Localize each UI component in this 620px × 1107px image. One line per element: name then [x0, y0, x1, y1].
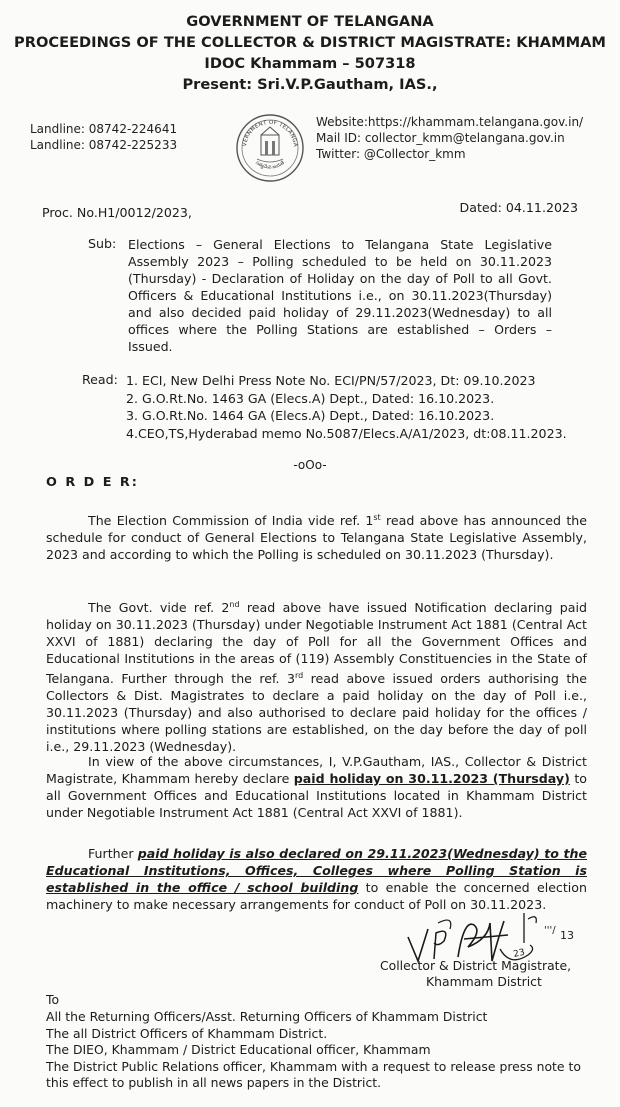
header-proceedings: PROCEEDINGS OF THE COLLECTOR & DISTRICT MAGISTRATE: KHAMMAM [14, 34, 606, 51]
mail-id-text: Mail ID: collector_kmm@telangana.gov.in [316, 131, 565, 145]
order-heading: O R D E R: [46, 475, 139, 490]
website-text: Website:https://khammam.telangana.gov.in/ [316, 115, 584, 129]
recipient-item: All the Returning Officers/Asst. Returning Officers of Khammam District [46, 1009, 488, 1024]
header-office-address: IDOC Khammam – 507318 [204, 55, 416, 72]
signatory-designation: Collector & District Magistrate, [380, 958, 572, 973]
reference-item: 3. G.O.Rt.No. 1464 GA (Elecs.A) Dept., Dated: 16.10.2023. [126, 408, 495, 423]
read-label: Read: [82, 372, 118, 387]
seal-bottom-text: సత్యమేవ జయతే [254, 160, 286, 171]
para3-text-b: to all Government Offices and Educational Institutions located in Khammam District under Negotiable Instrument Act 1881 (Central Act XXVI of 1881). [46, 771, 587, 820]
para2-text-a: The Govt. vide ref. 2 [88, 600, 230, 616]
order-paragraph-1 [46, 509, 587, 563]
header-present: Present: Sri.V.P.Gautham, IAS., [182, 76, 438, 93]
separator-ooo: -oOo- [293, 458, 327, 472]
subject-text: Elections – General Elections to Telangana State Legislative Assembly 2023 – Polling scheduled to be held on 30.11.2023 (Thursday) - Declaration of Holiday on the day of Poll to all Govt. Officers & Educational Institutions i.e., on 30.11.2023(Thursday) and also decided paid holiday of 29.11.2023(Wednesday) to all offices where the Polling Stations are established – Orders – Issued. [128, 237, 552, 354]
reference-item: 2. G.O.Rt.No. 1463 GA (Elecs.A) Dept., Dated: 16.10.2023. [126, 390, 495, 406]
seal-top-text: VERNMENT OF TELANGA [242, 119, 299, 148]
svg-text:13: 13 [560, 929, 574, 942]
subject-label: Sub: [88, 236, 117, 251]
para4-holiday-declaration: paid holiday is also declared on 29.11.2023(Wednesday) to the Educational Institutions, Offices, Colleges where Polling Station is established in the office / school building [46, 846, 587, 895]
header-government: GOVERNMENT OF TELANGANA [186, 13, 434, 30]
svg-text:'''/: '''/ [544, 925, 556, 936]
landline-block [30, 121, 177, 153]
order-paragraph-2 [46, 596, 587, 755]
order-paragraph-3 [46, 753, 587, 821]
para2-text-c: read above issued orders authorising the Collectors & Dist. Magistrates to declare a paid holiday on the day of Poll i.e., 30.11.2023 (Thursday) and also authorised to declare paid holiday for the offices / institutions where polling stations are established, on the day before the day of poll i.e., 29.11.2023 (Wednesday). [46, 671, 587, 755]
svg-text:23: 23 [512, 947, 526, 960]
order-paragraph-4 [46, 845, 587, 913]
svg-text:సత్యమేవ జయతే [254, 160, 286, 171]
dated-text: Dated: 04.11.2023 [459, 200, 578, 215]
telangana-seal-icon [235, 113, 305, 186]
para4-text-a: Further [88, 846, 138, 861]
signatory-district: Khammam District [426, 974, 542, 989]
reference-item: 1. ECI, New Delhi Press Note No. ECI/PN/57/2023, Dt: 09.10.2023 [126, 373, 536, 388]
para3-holiday-declaration: paid holiday on 30.11.2023 (Thursday) [293, 771, 570, 786]
para2-sup-2: rd [294, 671, 304, 681]
references-list [126, 372, 606, 442]
para4-text-b: to enable the concerned election machinery to make necessary arrangements for conduct of Poll on 30.11.2023. [46, 880, 587, 912]
para2-text-b: read above have issued Notification declaring paid holiday on 30.11.2023 (Thursday) under Negotiable Instrument Act 1881 (Central Act XXVI of 1881) declaring the day of Poll for all the Government Offices and Educational Institutions in the areas of (119) Assembly Constituencies in the State of Telangana. Further through the ref. 3 [46, 600, 588, 687]
para2-sup-1: nd [229, 600, 240, 609]
reference-item: 4.CEO,TS,Hyderabad memo No.5087/Elecs.A/A1/2023, dt:08.11.2023. [126, 425, 567, 441]
twitter-handle-text: Twitter: @Collector_kmm [316, 147, 466, 161]
recipient-item: The all District Officers of Khammam District. [46, 1025, 328, 1041]
landline-1: Landline: 08742-224641 [30, 122, 178, 136]
landline-2: Landline: 08742-225233 [30, 138, 178, 152]
proceeding-number: Proc. No.H1/0012/2023, [42, 205, 192, 220]
para1-text-b: read above has announced the schedule for conduct of General Elections to Telangana State Legislative Assembly, 2023 and according to which the Polling is scheduled on 30.11.2023 (Thursday). [46, 513, 587, 563]
to-label: To [46, 992, 60, 1007]
recipient-list [46, 1009, 586, 1092]
para1-text-a: The Election Commission of India vide ref. 1 [88, 513, 374, 529]
web-contact-block [316, 114, 583, 162]
para1-sup: st [373, 513, 381, 522]
recipient-item: The DIEO, Khammam / District Educational officer, Khammam [46, 1042, 431, 1057]
recipient-item: The District Public Relations officer, Khammam with a request to release press note to this effect to publish in all news papers in the District. [46, 1058, 581, 1090]
para3-text-a: In view of the above circumstances, I, V.P.Gautham, IAS., Collector & District Magistrate, Khammam hereby declare [46, 754, 587, 786]
